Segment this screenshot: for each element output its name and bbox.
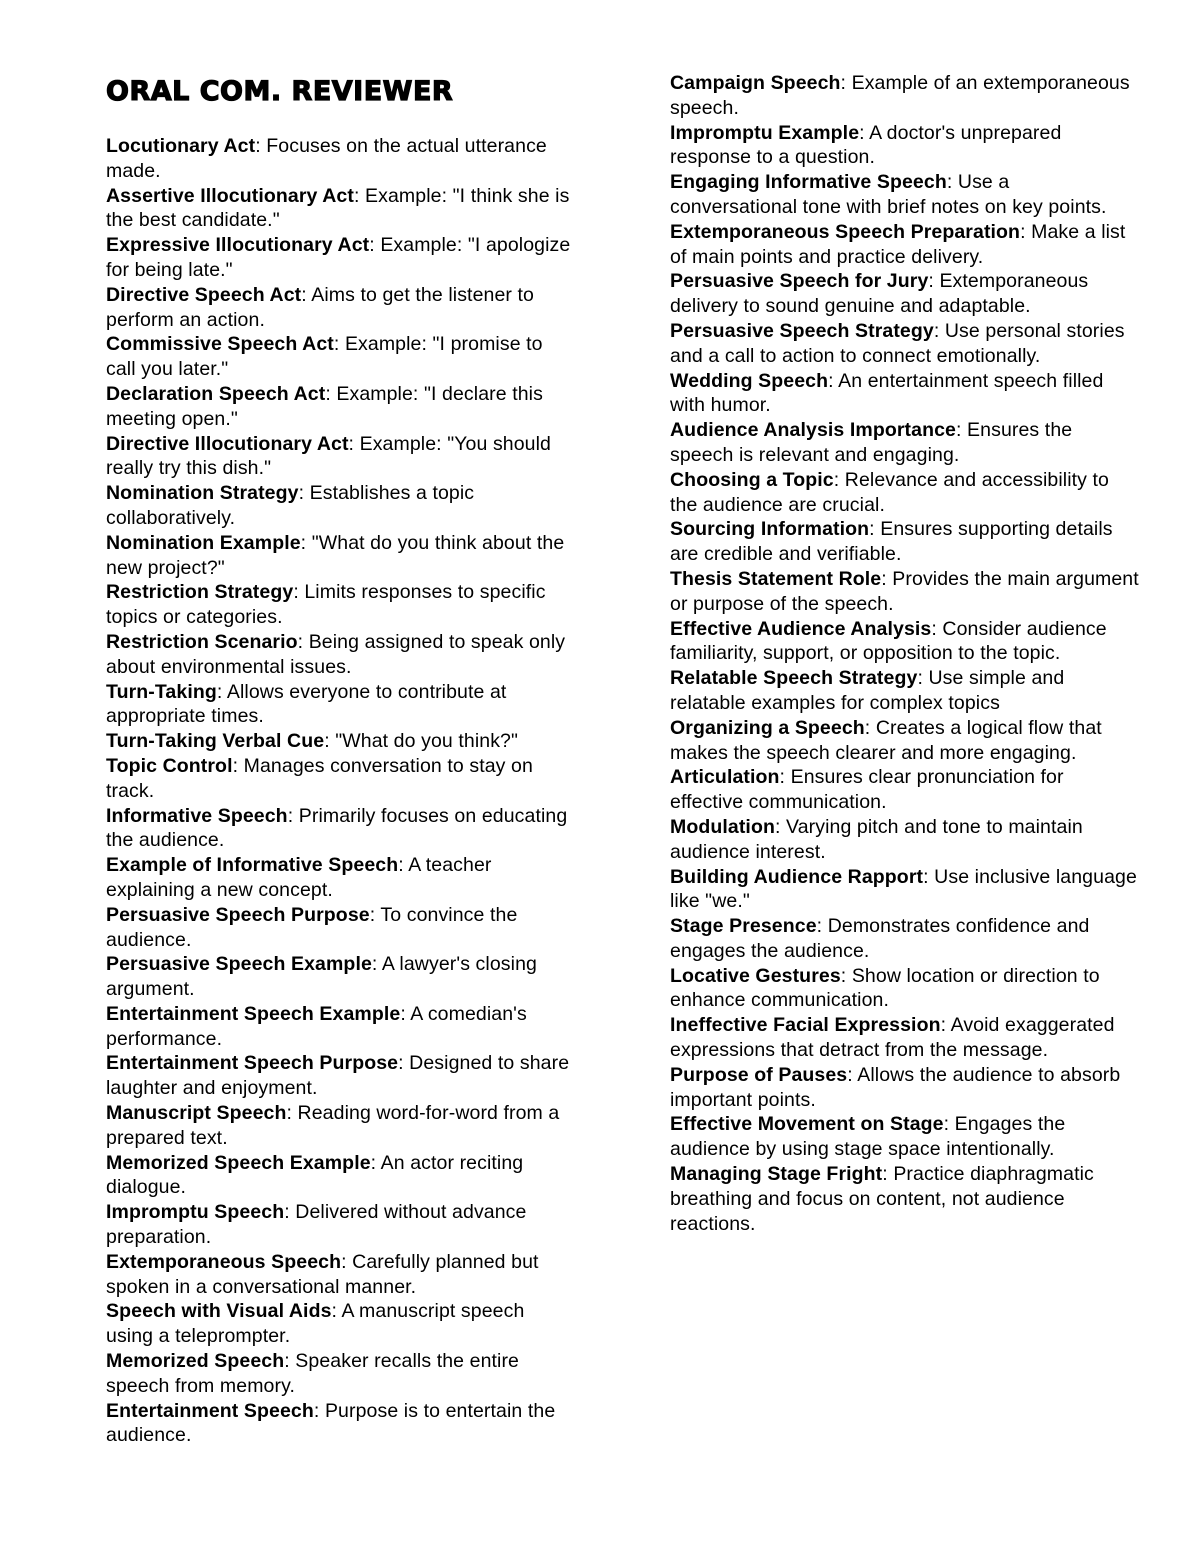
- entry-term: Relatable Speech Strategy: [670, 667, 918, 690]
- glossary-entry: [670, 865, 1140, 915]
- entry-term: Building Audience Rapport: [670, 865, 924, 888]
- entry-definition: Ensures clear pronunciation for effective communication.: [670, 766, 1064, 814]
- glossary-entry: [106, 1051, 576, 1101]
- glossary-entry: [670, 617, 1140, 667]
- entry-separator: :: [933, 319, 945, 342]
- glossary-entry: [670, 1162, 1140, 1236]
- entry-separator: :: [216, 680, 227, 703]
- entry-term: Extemporaneous Speech: [106, 1250, 342, 1273]
- entry-definition: Example: "I promise to call you later.": [106, 333, 543, 381]
- entry-term: Restriction Strategy: [106, 581, 294, 604]
- glossary-entry: [106, 382, 576, 432]
- glossary-entry: [106, 903, 576, 953]
- entry-term: Turn-Taking: [106, 680, 217, 703]
- entry-definition: A teacher explaining a new concept.: [106, 854, 492, 901]
- glossary-entry: [106, 1349, 576, 1399]
- entry-term: Choosing a Topic: [670, 468, 834, 491]
- entry-definition: Designed to share laughter and enjoyment.: [106, 1052, 570, 1100]
- glossary-entry: [106, 531, 576, 581]
- glossary-entry: [106, 481, 576, 531]
- entry-separator: :: [840, 72, 852, 94]
- entry-term: Managing Stage Fright: [670, 1163, 883, 1186]
- entry-term: Restriction Scenario: [106, 630, 298, 653]
- entry-definition: Primarily focuses on educating the audience.: [106, 804, 568, 852]
- entry-definition: Ensures supporting details are credible and verifiable.: [670, 518, 1113, 566]
- entry-definition: Establishes a topic collaboratively.: [106, 482, 475, 529]
- glossary-entry: [670, 1013, 1140, 1063]
- glossary-entry: [106, 283, 576, 333]
- entry-definition: Use simple and relatable examples for complex topics: [670, 667, 1065, 714]
- entry-separator: :: [353, 184, 366, 207]
- entry-definition: Speaker recalls the entire speech from memory.: [106, 1350, 519, 1397]
- entry-separator: :: [369, 234, 381, 257]
- entry-separator: :: [931, 617, 943, 640]
- right-entry-list: [670, 71, 1140, 1236]
- entry-separator: :: [232, 754, 244, 777]
- entry-separator: :: [779, 766, 791, 789]
- glossary-entry: [106, 1399, 576, 1449]
- left-entry-list: [106, 134, 576, 1448]
- entry-separator: :: [881, 567, 893, 590]
- entry-term: Memorized Speech: [106, 1350, 285, 1373]
- entry-separator: :: [917, 667, 929, 690]
- glossary-entry: [670, 716, 1140, 766]
- entry-separator: :: [325, 382, 337, 405]
- glossary-entry: [670, 666, 1140, 716]
- entry-separator: :: [398, 1052, 410, 1075]
- entry-definition: Example: "I think she is the best candidate.": [106, 184, 570, 232]
- glossary-entry: [106, 630, 576, 680]
- page-title: ORAL COM. REVIEWER: [106, 76, 454, 107]
- right-column: [670, 0, 1140, 1236]
- entry-term: Speech with Visual Aids: [106, 1300, 332, 1323]
- entry-definition: Creates a logical flow that makes the speech clearer and more engaging.: [670, 716, 1102, 764]
- entry-term: Persuasive Speech Strategy: [670, 319, 934, 342]
- entry-term: Persuasive Speech Purpose: [106, 903, 370, 926]
- entry-term: Manuscript Speech: [106, 1102, 287, 1125]
- entry-separator: :: [956, 419, 968, 442]
- entry-definition: An actor reciting dialogue.: [106, 1151, 524, 1199]
- glossary-entry: [670, 468, 1140, 518]
- entry-separator: :: [828, 369, 839, 392]
- entry-term: Nomination Strategy: [106, 482, 299, 505]
- entry-definition: A manuscript speech using a teleprompter.: [106, 1300, 525, 1348]
- entry-definition: Example: "I apologize for being late.": [106, 234, 571, 281]
- entry-term: Locutionary Act: [106, 135, 256, 157]
- entry-term: Locative Gestures: [670, 964, 841, 987]
- entry-separator: :: [946, 171, 958, 194]
- entry-separator: :: [298, 482, 310, 505]
- entry-separator: :: [293, 581, 305, 604]
- glossary-entry: [106, 184, 576, 234]
- entry-separator: :: [286, 1102, 298, 1125]
- entry-term: Sourcing Information: [670, 518, 870, 541]
- glossary-entry: [106, 1002, 576, 1052]
- entry-definition: A lawyer's closing argument.: [106, 953, 537, 1001]
- glossary-entry: [670, 170, 1140, 220]
- entry-definition: Purpose is to entertain the audience.: [106, 1399, 556, 1447]
- entry-term: Audience Analysis Importance: [670, 419, 956, 442]
- entry-definition: Engages the audience by using stage space intentionally.: [670, 1113, 1066, 1161]
- entry-definition: Aims to get the listener to perform an action.: [106, 283, 534, 331]
- entry-term: Impromptu Example: [670, 121, 860, 144]
- glossary-entry: [106, 1101, 576, 1151]
- entry-separator: :: [324, 730, 336, 753]
- entry-definition: Varying pitch and tone to maintain audience interest.: [670, 815, 1083, 863]
- entry-definition: Example: "You should really try this dish.": [106, 432, 552, 480]
- entry-separator: :: [287, 804, 299, 827]
- entry-separator: :: [284, 1201, 296, 1224]
- entry-definition: Example: "I declare this meeting open.": [106, 382, 543, 430]
- entry-definition: Use inclusive language like "we.": [670, 865, 1137, 913]
- entry-separator: :: [859, 121, 870, 144]
- entry-separator: :: [847, 1063, 858, 1086]
- entry-separator: :: [882, 1163, 894, 1186]
- entry-definition: "What do you think?": [335, 730, 519, 753]
- entry-separator: :: [869, 518, 881, 541]
- entry-term: Entertainment Speech Example: [106, 1002, 401, 1025]
- glossary-entry: [106, 680, 576, 730]
- entry-definition: Example of an extemporaneous speech.: [670, 72, 1130, 119]
- glossary-entry: [106, 729, 576, 754]
- glossary-entry: [670, 121, 1140, 171]
- glossary-entry: [670, 71, 1140, 121]
- entry-separator: :: [348, 432, 360, 455]
- entry-term: Entertainment Speech: [106, 1399, 314, 1422]
- entry-definition: A comedian's performance.: [106, 1002, 527, 1050]
- glossary-entry: [106, 233, 576, 283]
- glossary-entry: [670, 418, 1140, 468]
- entry-definition: Consider audience familiarity, support, or opposition to the topic.: [670, 617, 1107, 665]
- entry-definition: Focuses on the actual utterance made.: [106, 135, 547, 182]
- glossary-entry: [670, 914, 1140, 964]
- entry-definition: Use a conversational tone with brief notes on key points.: [670, 171, 1107, 218]
- entry-term: Memorized Speech Example: [106, 1151, 371, 1174]
- entry-definition: Demonstrates confidence and engages the audience.: [670, 915, 1090, 962]
- entry-separator: :: [923, 865, 935, 888]
- glossary-entry: [106, 1299, 576, 1349]
- glossary-entry: [670, 1063, 1140, 1113]
- glossary-entry: [106, 332, 576, 382]
- entry-term: Effective Movement on Stage: [670, 1113, 944, 1136]
- entry-term: Expressive Illocutionary Act: [106, 234, 370, 257]
- entry-separator: :: [341, 1250, 353, 1273]
- glossary-entry: [106, 432, 576, 482]
- glossary-entry: [670, 1112, 1140, 1162]
- entry-separator: :: [313, 1399, 325, 1422]
- entry-definition: Provides the main argument or purpose of the speech.: [670, 567, 1139, 615]
- glossary-entry: [670, 369, 1140, 419]
- entry-term: Modulation: [670, 815, 775, 838]
- entry-term: Impromptu Speech: [106, 1201, 285, 1224]
- entry-definition: Practice diaphragmatic breathing and focus on content, not audience reactions.: [670, 1163, 1094, 1235]
- entry-term: Example of Informative Speech: [106, 854, 399, 877]
- entry-term: Organizing a Speech: [670, 716, 865, 739]
- glossary-entry: [106, 134, 576, 184]
- entry-separator: :: [369, 903, 381, 926]
- glossary-entry: [670, 815, 1140, 865]
- entry-separator: :: [301, 283, 312, 306]
- entry-definition: Delivered without advance preparation.: [106, 1201, 527, 1249]
- entry-separator: :: [400, 1002, 411, 1025]
- glossary-entry: [670, 269, 1140, 319]
- entry-separator: :: [333, 333, 345, 356]
- glossary-entry: [670, 517, 1140, 567]
- entry-separator: :: [943, 1113, 955, 1136]
- entry-separator: :: [370, 1151, 381, 1174]
- entry-definition: Limits responses to specific topics or categories.: [106, 581, 546, 629]
- glossary-entry: [670, 765, 1140, 815]
- entry-separator: :: [371, 953, 382, 976]
- entry-definition: Ensures the speech is relevant and engaging.: [670, 419, 1073, 466]
- entry-term: Persuasive Speech for Jury: [670, 270, 929, 293]
- entry-definition: To convince the audience.: [106, 903, 518, 951]
- entry-term: Turn-Taking Verbal Cue: [106, 730, 325, 753]
- entry-definition: An entertainment speech filled with humor.: [670, 369, 1104, 417]
- entry-separator: :: [833, 468, 845, 491]
- glossary-entry: [106, 1200, 576, 1250]
- entry-term: Articulation: [670, 766, 780, 789]
- entry-term: Thesis Statement Role: [670, 567, 882, 590]
- entry-definition: "What do you think about the new project?": [106, 531, 565, 579]
- glossary-entry: [670, 319, 1140, 369]
- entry-definition: Make a list of main points and practice delivery.: [670, 220, 1126, 268]
- entry-definition: Relevance and accessibility to the audience are crucial.: [670, 468, 1110, 516]
- entry-separator: :: [398, 854, 409, 877]
- glossary-entry: [106, 804, 576, 854]
- entry-term: Wedding Speech: [670, 369, 829, 392]
- glossary-entry: [106, 754, 576, 804]
- entry-separator: :: [864, 716, 876, 739]
- entry-definition: Allows everyone to contribute at appropriate times.: [106, 680, 507, 728]
- left-column: [106, 0, 576, 1448]
- entry-term: Campaign Speech: [670, 72, 841, 94]
- entry-separator: :: [928, 270, 940, 293]
- glossary-entry: [106, 1151, 576, 1201]
- entry-term: Declaration Speech Act: [106, 382, 326, 405]
- entry-separator: :: [284, 1350, 296, 1373]
- entry-term: Informative Speech: [106, 804, 288, 827]
- glossary-entry: [106, 580, 576, 630]
- entry-separator: :: [840, 964, 852, 987]
- entry-term: Assertive Illocutionary Act: [106, 184, 354, 207]
- entry-term: Nomination Example: [106, 531, 301, 554]
- entry-separator: :: [774, 815, 787, 838]
- entry-term: Directive Illocutionary Act: [106, 432, 349, 455]
- entry-definition: Allows the audience to absorb important points.: [670, 1063, 1121, 1111]
- entry-term: Stage Presence: [670, 915, 817, 938]
- entry-term: Topic Control: [106, 754, 233, 777]
- glossary-entry: [106, 1250, 576, 1300]
- entry-separator: :: [331, 1300, 342, 1323]
- glossary-entry: [106, 952, 576, 1002]
- entry-definition: Being assigned to speak only about environmental issues.: [106, 630, 566, 678]
- entry-definition: Use personal stories and a call to action to connect emotionally.: [670, 319, 1125, 367]
- entry-term: Extemporaneous Speech Preparation: [670, 220, 1021, 243]
- entry-separator: :: [255, 135, 267, 157]
- entry-term: Entertainment Speech Purpose: [106, 1052, 399, 1075]
- entry-term: Effective Audience Analysis: [670, 617, 932, 640]
- glossary-entry: [106, 853, 576, 903]
- entry-separator: :: [940, 1014, 951, 1037]
- entry-term: Directive Speech Act: [106, 283, 302, 306]
- entry-separator: :: [300, 531, 312, 554]
- entry-definition: Carefully planned but spoken in a conversational manner.: [106, 1250, 539, 1298]
- entry-term: Commissive Speech Act: [106, 333, 334, 356]
- entry-separator: :: [297, 630, 309, 653]
- entry-term: Persuasive Speech Example: [106, 953, 372, 976]
- glossary-entry: [670, 567, 1140, 617]
- entry-term: Engaging Informative Speech: [670, 171, 947, 194]
- entry-definition: Avoid exaggerated expressions that detract from the message.: [670, 1014, 1115, 1062]
- entry-definition: Extemporaneous delivery to sound genuine and adaptable.: [670, 270, 1089, 318]
- entry-definition: Manages conversation to stay on track.: [106, 754, 533, 802]
- entry-definition: Show location or direction to enhance communication.: [670, 964, 1100, 1012]
- entry-definition: A doctor's unprepared response to a question.: [670, 121, 1062, 169]
- glossary-entry: [670, 220, 1140, 270]
- entry-separator: :: [1020, 220, 1032, 243]
- entry-term: Ineffective Facial Expression: [670, 1014, 941, 1037]
- entry-separator: :: [816, 915, 828, 938]
- entry-definition: Reading word-for-word from a prepared text.: [106, 1102, 560, 1149]
- entry-term: Purpose of Pauses: [670, 1063, 848, 1086]
- glossary-entry: [670, 964, 1140, 1014]
